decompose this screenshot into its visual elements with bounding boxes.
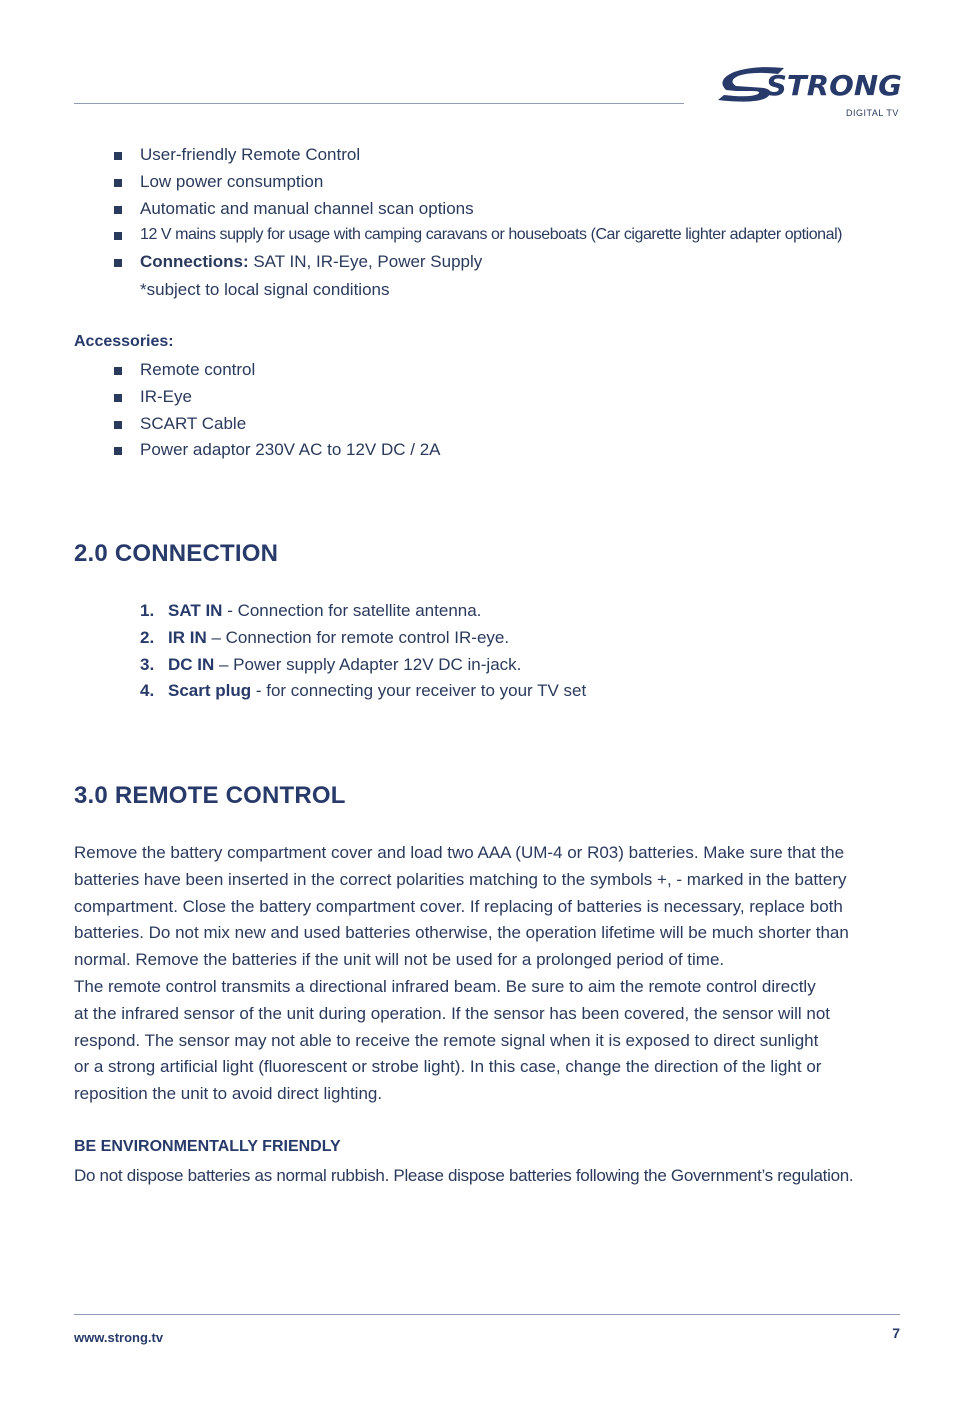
- accessories-list: [114, 357, 914, 464]
- accessory-item: IR-Eye: [114, 384, 914, 411]
- text-line: or a strong artificial light (fluorescent or strobe light). In this case, change the direction of the light or: [74, 1057, 822, 1077]
- connection-item: 3. DC IN – Power supply Adapter 12V DC in-jack.: [140, 654, 522, 674]
- logo-text: STRONG: [766, 69, 902, 102]
- footer-rule: [74, 1314, 900, 1315]
- accessory-item: SCART Cable: [114, 411, 914, 438]
- remote-control-heading: 3.0 REMOTE CONTROL: [74, 782, 346, 809]
- bullet-square-icon: [114, 394, 122, 402]
- logo-subtitle: DIGITAL TV: [846, 108, 899, 118]
- text-line: normal. Remove the batteries if the unit will not be used for a prolonged period of time.: [74, 950, 725, 970]
- bullet-square-icon: [114, 421, 122, 429]
- connection-item: 2. IR IN – Connection for remote control IR-eye.: [140, 627, 510, 647]
- feature-item: User-friendly Remote Control: [114, 142, 914, 169]
- bullet-square-icon: [114, 447, 122, 455]
- feature-item: Connections: SAT IN, IR-Eye, Power Supply: [114, 249, 914, 276]
- connection-item: 1. SAT IN - Connection for satellite antenna.: [140, 601, 482, 620]
- text-line: respond. The sensor may not able to receive the remote signal when it is exposed to direct sunlight: [74, 1030, 819, 1050]
- text-line: The remote control transmits a directional infrared beam. Be sure to aim the remote control directly: [74, 976, 816, 996]
- text-line: Remove the battery compartment cover and load two AAA (UM-4 or R03) batteries. Make sure that the: [74, 843, 845, 862]
- accessories-title: Accessories:: [74, 333, 174, 350]
- environment-title: BE ENVIRONMENTALLY FRIENDLY: [74, 1138, 341, 1155]
- accessory-item: Remote control: [114, 357, 914, 384]
- connection-list: [140, 598, 586, 705]
- footer-url-link[interactable]: www.strong.tv: [74, 1330, 164, 1345]
- text-line: batteries. Do not mix new and used batteries otherwise, the operation lifetime will be much shorter than: [74, 923, 849, 943]
- feature-term: Connections:: [140, 252, 249, 272]
- bullet-square-icon: [114, 152, 122, 160]
- text-line: reposition the unit to avoid direct lighting.: [74, 1084, 383, 1104]
- connection-item: 4. Scart plug - for connecting your receiver to your TV set: [140, 681, 587, 701]
- feature-item: Low power consumption: [114, 169, 914, 196]
- text-line: compartment. Close the battery compartment cover. If replacing of batteries is necessary, replace both: [74, 896, 843, 916]
- remote-control-text: [74, 840, 904, 1108]
- environment-text: Do not dispose batteries as normal rubbish. Please dispose batteries following the Government’s regulation.: [74, 1166, 854, 1185]
- text-line: at the infrared sensor of the unit during operation. If the sensor has been covered, the sensor will not: [74, 1003, 831, 1023]
- connection-heading: 2.0 CONNECTION: [74, 540, 279, 567]
- page-number: 7: [892, 1325, 900, 1341]
- feature-list: [114, 142, 914, 276]
- accessory-item: Power adaptor 230V AC to 12V DC / 2A: [114, 437, 914, 464]
- bullet-square-icon: [114, 232, 122, 240]
- bullet-square-icon: [114, 367, 122, 375]
- feature-item: 12 V mains supply for usage with camping caravans or houseboats (Car cigarette lighter adapter optional): [114, 222, 914, 249]
- bullet-square-icon: [114, 179, 122, 187]
- bullet-square-icon: [114, 259, 122, 267]
- feature-item: Automatic and manual channel scan options: [114, 196, 914, 223]
- header-rule: [74, 103, 684, 104]
- text-line: batteries have been inserted in the correct polarities matching to the symbols +, - marked in the battery: [74, 869, 847, 889]
- features-note: *subject to local signal conditions: [140, 280, 390, 299]
- bullet-square-icon: [114, 206, 122, 214]
